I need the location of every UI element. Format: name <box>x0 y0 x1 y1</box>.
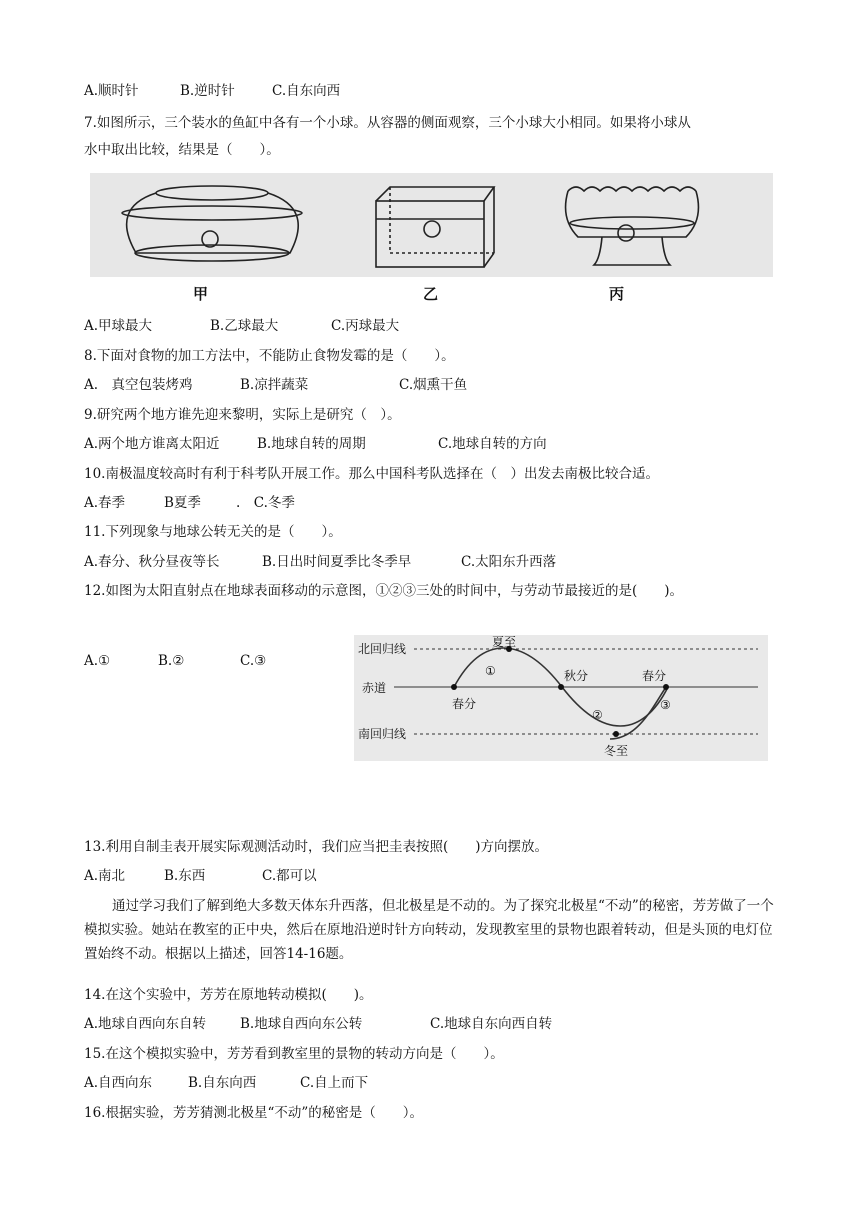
q6-option-c: C.自东向西 <box>272 83 341 99</box>
q13-option-c: C.都可以 <box>262 868 317 884</box>
q11-stem: 11.下列现象与地球公转无关的是（ ）。 <box>84 524 342 540</box>
point-autumn-equinox <box>558 684 564 690</box>
tank-label-yi: 乙 <box>423 285 439 303</box>
fish-tank-figure <box>90 173 773 277</box>
q12-stem: 12.如图为太阳直射点在地球表面移动的示意图，①②③三处的时间中，与劳动节最接近的是( )。 <box>84 583 684 599</box>
q6-option-a: A.顺时针 <box>84 83 139 99</box>
label-summer-solstice: 夏至 <box>492 635 517 649</box>
q13-option-a: A.南北 <box>84 868 126 884</box>
q9-stem: 9.研究两个地方谁先迎来黎明，实际上是研究（ ）。 <box>84 407 401 423</box>
label-equator: 赤道 <box>362 681 387 695</box>
label-autumn-equinox: 秋分 <box>564 669 589 683</box>
q9-option-a: A.两个地方谁离太阳近 <box>84 436 220 452</box>
tank-label-jia: 甲 <box>193 285 209 303</box>
label-winter-solstice: 冬至 <box>604 744 629 758</box>
q8-stem: 8.下面对食物的加工方法中，不能防止食物发霉的是（ ）。 <box>84 348 455 364</box>
q15-option-b: B.自东向西 <box>188 1075 257 1091</box>
q8-option-a: A. 真空包装烤鸡 <box>84 377 193 393</box>
q7-stem-line2: 水中取出比较，结果是（ ）。 <box>84 142 280 158</box>
point-spring-equinox-start <box>451 684 457 690</box>
q11-option-b: B.日出时间夏季比冬季早 <box>262 554 412 570</box>
q11-option-a: A.春分、秋分昼夜等长 <box>84 554 220 570</box>
label-tropic-capricorn: 南回归线 <box>358 727 407 741</box>
q8-option-b: B.凉拌蔬菜 <box>240 377 309 393</box>
marker-3: ③ <box>660 698 671 712</box>
q6-option-b: B.逆时针 <box>180 83 235 99</box>
q13-option-b: B.东西 <box>164 868 206 884</box>
point-spring-equinox-end <box>663 684 669 690</box>
subsolar-curve-end <box>610 687 666 739</box>
marker-1: ① <box>485 664 496 678</box>
q16-stem: 16.根据实验，芳芳猜测北极星“不动”的秘密是（ ）。 <box>84 1105 424 1121</box>
experiment-passage: 通过学习我们了解到绝大多数天体东升西落，但北极星是不动的。为了探究北极星“不动”的秘密，芳芳做了一个模拟实验。她站在教室的正中央，然后在原地沿逆时针方向转动，发现教室里的景物也跟着转动，但是头顶的电灯位置始终不动。根据以上描述，回答14-16题。 <box>84 898 774 962</box>
q7-option-b: B.乙球最大 <box>210 318 279 334</box>
q10-option-b: B夏季 <box>164 495 201 511</box>
q8-option-c: C.烟熏干鱼 <box>399 377 468 393</box>
q10-option-a: A.春季 <box>84 495 126 511</box>
label-spring-equinox-end: 春分 <box>642 669 667 683</box>
q9-option-b: B.地球自转的周期 <box>257 436 366 452</box>
bowl-jia-drawing <box>122 186 302 261</box>
point-winter-solstice <box>613 731 619 737</box>
q7-option-c: C.丙球最大 <box>331 318 400 334</box>
q15-stem: 15.在这个模拟实验中，芳芳看到教室里的景物的转动方向是（ ）。 <box>84 1046 504 1062</box>
q12-option-b: B.② <box>158 653 185 669</box>
subsolar-point-figure <box>354 635 768 761</box>
q10-option-c: . C.冬季 <box>236 495 295 511</box>
tank-yi-drawing <box>376 187 494 267</box>
q12-option-c: C.③ <box>240 653 267 669</box>
q14-stem: 14.在这个实验中，芳芳在原地转动模拟( )。 <box>84 987 373 1003</box>
q12-option-a: A.① <box>84 653 111 669</box>
q9-option-c: C.地球自转的方向 <box>438 436 547 452</box>
q10-stem: 10.南极温度较高时有利于科考队开展工作。那么中国科考队选择在（ ）出发去南极比较合适。 <box>84 466 659 482</box>
label-spring-equinox-start: 春分 <box>452 697 477 711</box>
q11-option-c: C.太阳东升西落 <box>461 554 557 570</box>
tank-label-bing: 丙 <box>609 285 625 303</box>
marker-2: ② <box>592 708 603 722</box>
q14-option-b: B.地球自西向东公转 <box>240 1016 363 1032</box>
label-tropic-cancer: 北回归线 <box>358 642 407 656</box>
q14-option-a: A.地球自西向东自转 <box>84 1016 207 1032</box>
q13-stem: 13.利用自制圭表开展实际观测活动时，我们应当把圭表按照( )方向摆放。 <box>84 839 549 855</box>
q14-option-c: C.地球自东向西自转 <box>430 1016 553 1032</box>
q7-stem-line1: 7.如图所示，三个装水的鱼缸中各有一个小球。从容器的侧面观察，三个小球大小相同。如果将小球从 <box>84 115 691 131</box>
q7-option-a: A.甲球最大 <box>84 318 153 334</box>
q15-option-a: A.自西向东 <box>84 1075 153 1091</box>
q15-option-c: C.自上而下 <box>300 1075 369 1091</box>
bowl-bing-drawing <box>566 187 699 265</box>
